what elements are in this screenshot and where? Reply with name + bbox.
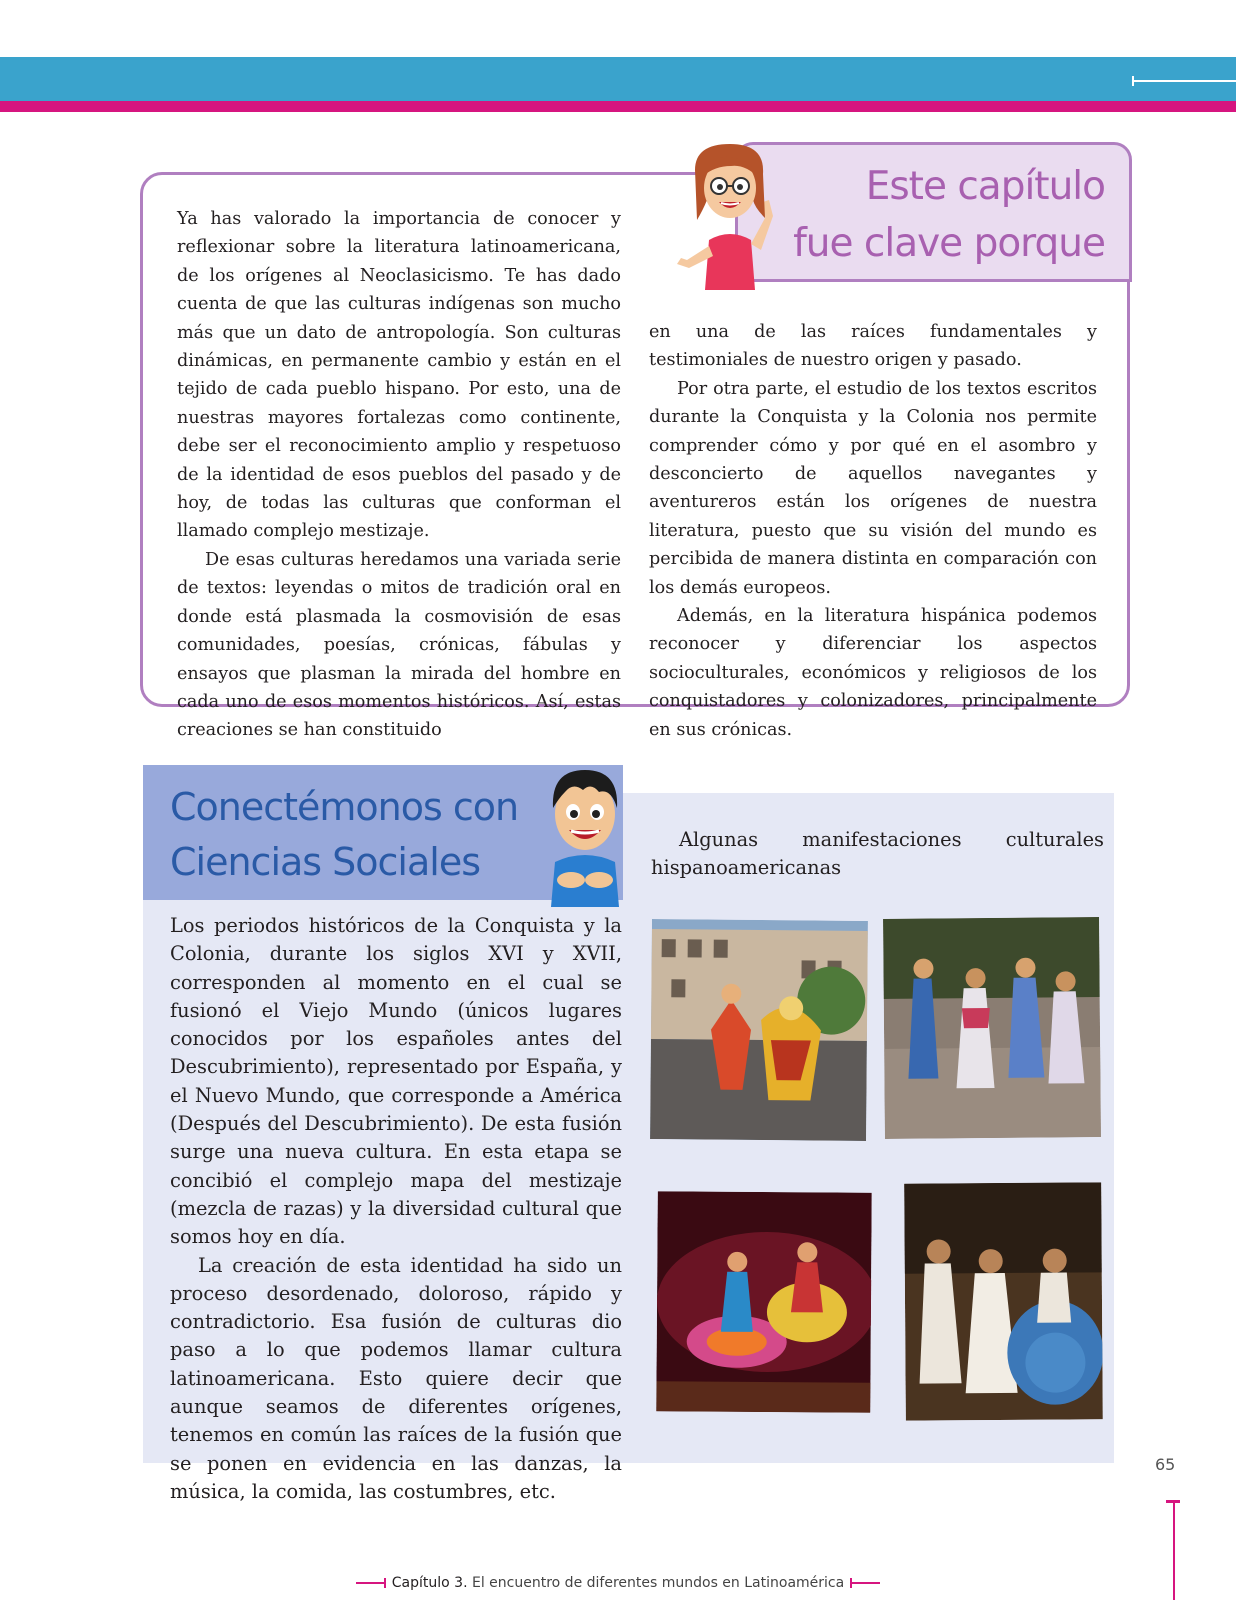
boy-mascot-illustration — [535, 762, 635, 907]
summary-paragraph: Además, en la literatura hispánica podemos reconocer y diferenciar los aspectos socioculturales, económicos y religiosos de los conquistadores y colonizadores, principalmente en sus crónicas. — [649, 606, 1097, 740]
photo-indoor-folk-dance — [904, 1182, 1103, 1420]
footer-rule-left — [356, 1582, 386, 1584]
header-rule — [1132, 80, 1236, 82]
title-line-2: Ciencias Sociales — [170, 840, 481, 884]
title-line-1: Conectémonos con — [170, 785, 519, 829]
caption-text: Algunas manifestaciones culturales hispanoamericanas — [651, 828, 1104, 880]
header-pink-bar — [0, 101, 1236, 112]
summary-paragraph: Por otra parte, el estudio de los textos escritos durante la Conquista y la Colonia nos permite comprender cómo y por qué en el asombro y desconcierto de aquellos navegantes y aventureros están los orígenes de nuestra literatura, puesto que su visión del mundo es percibida de manera distinta en comparación con los demás europeos. — [649, 378, 1097, 598]
title-line-2: fue clave porque — [793, 221, 1105, 266]
social-sciences-title — [170, 780, 518, 890]
chapter-summary-title — [760, 158, 1105, 272]
girl-mascot-illustration — [675, 140, 785, 290]
title-line-1: Este capítulo — [865, 164, 1105, 209]
page-footer — [0, 1575, 1236, 1591]
summary-paragraph: en una de las raíces fundamentales y testimoniales de nuestro origen y pasado. — [649, 322, 1097, 371]
photo-stage-dance-performance — [656, 1191, 872, 1412]
photo-street-carnival-dancers — [650, 919, 868, 1141]
section-paragraph: La creación de esta identidad ha sido un proceso desordenado, doloroso, rápido y contradictorio. Esa fusión de culturas dio paso a lo que podemos llamar cultura latinoamericana. Esto quiere decir que aunque seamos de diferentes orígenes, tenemos en común las raíces de la fusión que se ponen en evidencia en las danzas, la música, la comida, las costumbres, etc. — [170, 1253, 622, 1503]
photo-caption — [651, 826, 1104, 883]
summary-paragraph: De esas culturas heredamos una variada serie de textos: leyendas o mitos de tradición oral en donde está plasmada la cosmovisión de esas comunidades, poesías, crónicas, fábulas y ensayos que plasman la mirada del hombre en cada uno de esos momentos históricos. Así, estas creaciones se han constituido — [177, 549, 621, 741]
summary-paragraph: Ya has valorado la importancia de conocer y reflexionar sobre la literatura latinoamericana, de los orígenes al Neoclasicismo. Te has dado cuenta de que las culturas indígenas son mucho más que un dato de antropología. Son culturas dinámicas, en permanente cambio y están en el tejido de cada pueblo hispano. Por esto, una de nuestras mayores fortalezas como continente, debe ser el reconocimiento amplio y respetuoso de la identidad de esos pueblos del pasado y de hoy, de todas las culturas que conforman el llamado complejo mestizaje. — [177, 209, 621, 542]
footer-chapter-title: El encuentro de diferentes mundos en Latinoamérica — [472, 1575, 845, 1591]
photo-plaza-folk-dancers — [883, 917, 1101, 1139]
header-blue-bar — [0, 57, 1236, 101]
footer-chapter: Capítulo 3. — [391, 1575, 468, 1591]
page-number: 65 — [1155, 1455, 1176, 1474]
section-paragraph: Los periodos históricos de la Conquista y la Colonia, durante los siglos XVI y XVII, corresponden al momento en el cual se fusionó el Viejo Mundo (únicos lugares conocidos por los españoles antes del Descubrimiento), representado por España, y el Nuevo Mundo, que corresponde a América (Después del Descubrimiento). De esta fusión surge una nueva cultura. En esta etapa se concibió el complejo mapa del mestizaje (mezcla de razas) y la diversidad cultural que somos hoy en día. — [170, 914, 622, 1249]
summary-left-column — [177, 205, 621, 745]
summary-right-column — [649, 318, 1097, 744]
footer-rule-right — [850, 1582, 880, 1584]
social-sciences-text — [170, 912, 622, 1506]
header-rule-tick — [1132, 76, 1134, 86]
